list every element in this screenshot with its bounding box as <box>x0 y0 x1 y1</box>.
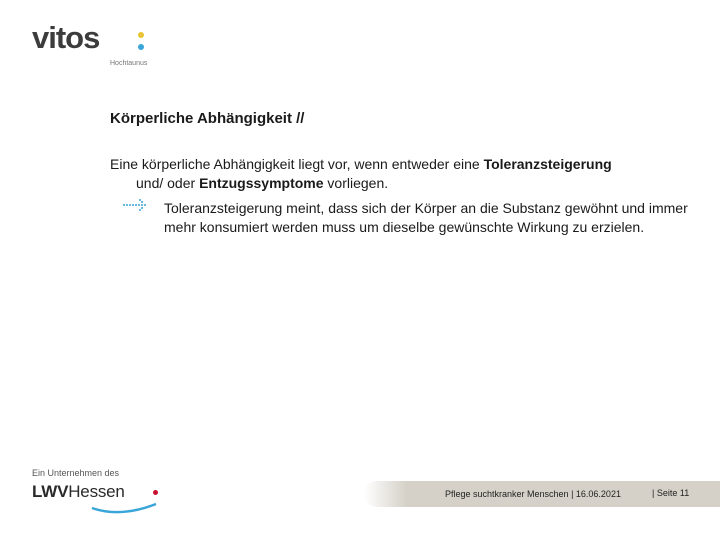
logo-dots-icon <box>138 30 146 54</box>
sub-paragraph: Toleranzsteigerung meint, dass sich der Körper an die Substanz gewöhnt und immer mehr konsumiert werden muss um dieselbe gewünschte Wirkung zu erzielen. <box>164 200 688 235</box>
para-text-3: vorliegen. <box>323 175 389 191</box>
lwv-brand <box>32 482 125 502</box>
dotted-arrow-right-icon <box>122 197 148 213</box>
logo-subtitle: Hochtaunus <box>110 60 148 67</box>
slide-title: Körperliche Abhängigkeit // <box>110 110 305 127</box>
lwv-hessen-logo <box>32 468 162 516</box>
lwv-dot-icon <box>153 490 158 495</box>
para-bold-toleranz: Toleranzsteigerung <box>483 156 612 172</box>
para-line-2 <box>110 174 700 193</box>
lwv-brand-bold: LWV <box>32 482 69 501</box>
footer-text: Pflege suchtkranker Menschen | 16.06.2021 <box>445 489 621 499</box>
vitos-logo <box>32 20 162 70</box>
lwv-brand-rest: Hessen <box>68 482 125 501</box>
footer-page-number: | Seite 11 <box>652 488 690 498</box>
para-text-2: und/ oder <box>136 175 200 191</box>
main-paragraph <box>110 155 700 193</box>
logo-wordmark: vitos <box>32 20 100 55</box>
lwv-swoosh-icon <box>90 502 160 516</box>
para-bold-entzug: Entzugssymptome <box>199 175 324 191</box>
lwv-tagline: Ein Unternehmen des <box>32 468 120 478</box>
para-text-1: Eine körperliche Abhängigkeit liegt vor, wenn entweder eine <box>110 156 484 172</box>
